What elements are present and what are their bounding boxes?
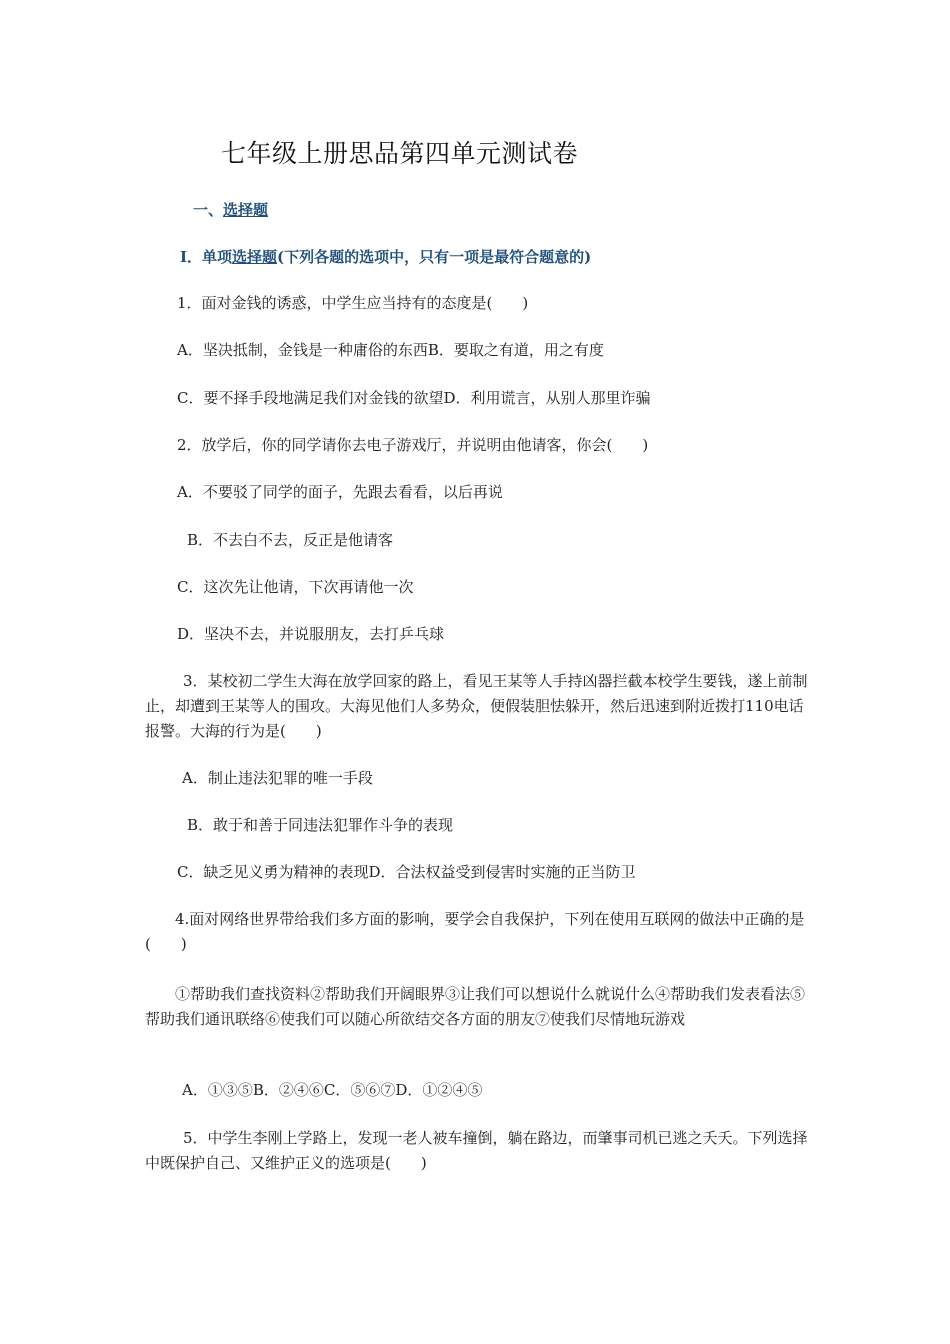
question-1-options-ab: A．坚决抵制，金钱是一种庸俗的东西B．要取之有道，用之有度 <box>177 341 604 359</box>
question-2-stem: 2．放学后，你的同学请你去电子游戏厅，并说明由他请客，你会( ) <box>177 436 649 454</box>
question-4-items: ①帮助我们查找资料②帮助我们开阔眼界③让我们可以想说什么就说什么④帮助我们发表看法⑤帮助我们通讯联络⑥使我们可以随心所欲结交各方面的朋友⑦使我们尽情地玩游戏 <box>145 985 806 1028</box>
section-link[interactable]: 选择题 <box>223 201 269 219</box>
question-1-stem: 1．面对金钱的诱惑，中学生应当持有的态度是( ) <box>177 294 529 312</box>
section-heading <box>193 199 268 220</box>
question-3-options-cd: C．缺乏见义勇为精神的表现D．合法权益受到侵害时实施的正当防卫 <box>177 863 636 881</box>
subsection-heading <box>180 246 591 267</box>
question-5-stem: 5．中学生李刚上学路上，发现一老人被车撞倒，躺在路边，而肇事司机已逃之夭夭。下列选择中既保护自己、又维护正义的选项是( ) <box>145 1129 808 1172</box>
subsection-instruction: (下列各题的选项中，只有一项是最符合题意的) <box>277 248 592 266</box>
question-3-option-a: A．制止违法犯罪的唯一手段 <box>182 769 373 787</box>
question-2-option-b: B．不去白不去，反正是他请客 <box>187 531 394 549</box>
question-3-stem: 3．某校初二学生大海在放学回家的路上，看见王某等人手持凶器拦截本校学生要钱，遂上前制止，却遭到王某等人的围攻。大海见他们人多势众，便假装胆怯躲开，然后迅速到附近拨打110电话报警。大海的行为是( ) <box>145 672 808 740</box>
question-3-option-b: B．敢于和善于同违法犯罪作斗争的表现 <box>187 816 454 834</box>
question-2-option-c: C．这次先让他请，下次再请他一次 <box>177 578 414 596</box>
question-2-option-a: A．不要驳了同学的面子，先跟去看看，以后再说 <box>177 483 503 501</box>
subsection-link[interactable]: 选择题 <box>232 248 278 266</box>
subsection-prefix: Ⅰ．单项 <box>180 248 233 266</box>
document-title: 七年级上册思品第四单元测试卷 <box>221 139 579 168</box>
section-number: 一、 <box>193 201 224 219</box>
question-1-options-cd: C．要不择手段地满足我们对金钱的欲望D．利用谎言，从别人那里诈骗 <box>177 389 651 407</box>
question-2-option-d: D．坚决不去，并说服朋友，去打乒乓球 <box>177 625 445 643</box>
question-4-stem: 4.面对网络世界带给我们多方面的影响，要学会自我保护，下列在使用互联网的做法中正确的是( ) <box>145 910 805 953</box>
question-4-options: A．①③⑤B．②④⑥C．⑤⑥⑦D．①②④⑤ <box>182 1081 483 1099</box>
